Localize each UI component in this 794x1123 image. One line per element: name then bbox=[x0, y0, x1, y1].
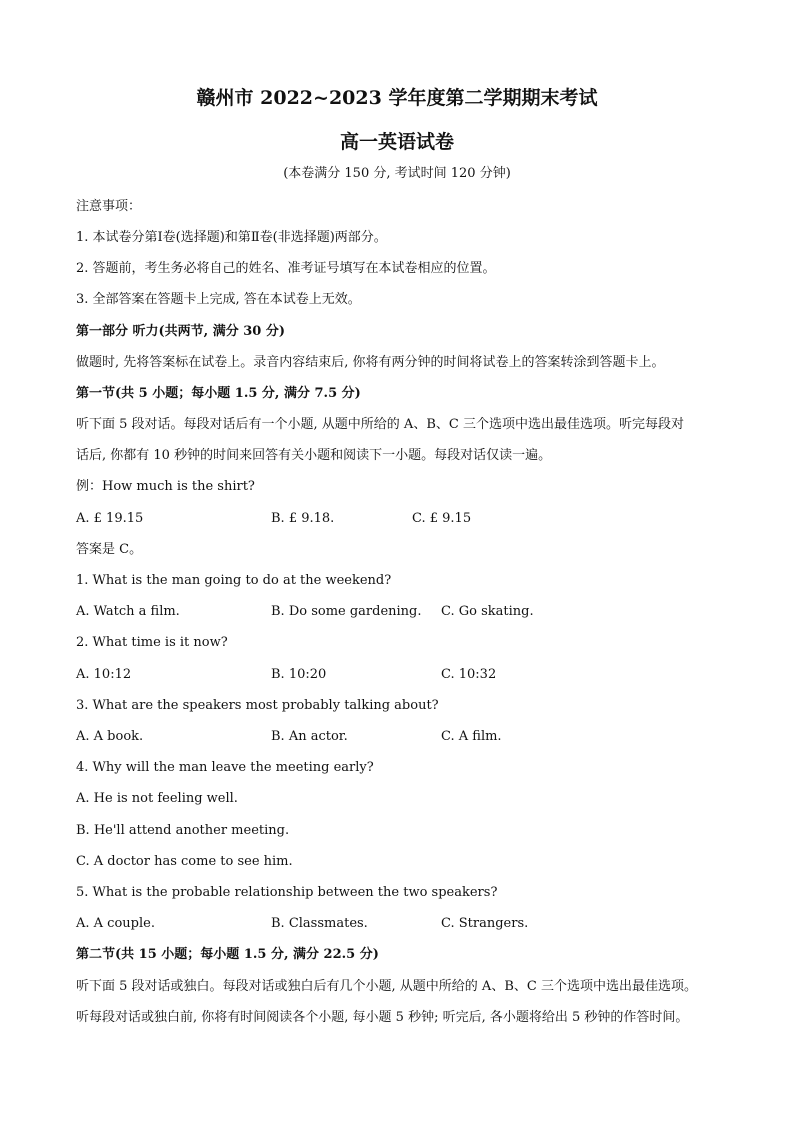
question-text: 5. What is the probable relationship between the two speakers? bbox=[76, 885, 498, 900]
option-c: C. A doctor has come to see him. bbox=[76, 854, 293, 869]
option-b: B. Classmates. bbox=[271, 916, 368, 931]
example-option-b: B. £ 9.18. bbox=[271, 511, 335, 526]
question-text: 1. What is the man going to do at the weekend? bbox=[76, 573, 392, 588]
section2-heading: 第二节(共 15 小题；每小题 1.5 分, 满分 22.5 分) bbox=[76, 947, 379, 962]
option-b: B. 10:20 bbox=[271, 667, 327, 682]
section1-intro: 话后, 你都有 10 秒钟的时间来回答有关小题和阅读下一小题。每段对话仅读一遍。 bbox=[76, 448, 552, 463]
exam-subtitle: 高一英语试卷 bbox=[339, 131, 454, 153]
option-a: A. He is not feeling well. bbox=[76, 791, 238, 806]
example-option-c: C. £ 9.15 bbox=[412, 511, 472, 526]
option-a: A. A couple. bbox=[76, 916, 155, 931]
part1-intro: 做题时, 先将答案标在试卷上。录音内容结束后, 你将有两分钟的时间将试卷上的答案转涂到答题卡上。 bbox=[76, 355, 665, 370]
exam-note: (本卷满分 150 分, 考试时间 120 分钟) bbox=[283, 166, 511, 181]
instruction-item: 3. 全部答案在答题卡上完成, 答在本试卷上无效。 bbox=[76, 292, 361, 307]
instruction-item: 2. 答题前，考生务必将自己的姓名、准考证号填写在本试卷相应的位置。 bbox=[76, 261, 496, 276]
option-b: B. An actor. bbox=[271, 729, 348, 744]
exam-title: 赣州市 2022~2023 学年度第二学期期末考试 bbox=[196, 87, 598, 109]
question-text: 2. What time is it now? bbox=[76, 635, 228, 650]
section1-intro: 听下面 5 段对话。每段对话后有一个小题, 从题中所给的 A、B、C 三个选项中选出最佳选项。听完每段对 bbox=[76, 417, 684, 432]
question-text: 4. Why will the man leave the meeting early? bbox=[76, 760, 374, 775]
option-c: C. 10:32 bbox=[441, 667, 497, 682]
section2-intro: 听下面 5 段对话或独白。每段对话或独白后有几个小题, 从题中所给的 A、B、C 三个选项中选出最佳选项。 bbox=[76, 979, 697, 994]
example-question: 例：How much is the shirt? bbox=[76, 479, 255, 494]
option-b: B. Do some gardening. bbox=[271, 604, 422, 619]
instruction-item: 1. 本试卷分第Ⅰ卷(选择题)和第Ⅱ卷(非选择题)两部分。 bbox=[76, 230, 387, 245]
option-c: C. Strangers. bbox=[441, 916, 529, 931]
option-c: C. Go skating. bbox=[441, 604, 534, 619]
option-b: B. He'll attend another meeting. bbox=[76, 823, 290, 838]
section2-intro: 听每段对话或独白前, 你将有时间阅读各个小题, 每小题 5 秒钟; 听完后, 各小题将给出 5 秒钟的作答时间。 bbox=[76, 1010, 689, 1025]
question-text: 3. What are the speakers most probably talking about? bbox=[76, 698, 439, 713]
example-answer: 答案是 C。 bbox=[76, 542, 143, 557]
section1-heading: 第一节(共 5 小题；每小题 1.5 分, 满分 7.5 分) bbox=[76, 386, 361, 401]
part1-heading: 第一部分 听力(共两节, 满分 30 分) bbox=[76, 324, 286, 339]
option-a: A. 10:12 bbox=[76, 667, 132, 682]
option-a: A. A book. bbox=[76, 729, 144, 744]
example-option-a: A. £ 19.15 bbox=[76, 511, 144, 526]
option-c: C. A film. bbox=[441, 729, 502, 744]
instructions-heading: 注意事项： bbox=[76, 199, 142, 214]
option-a: A. Watch a film. bbox=[76, 604, 180, 619]
